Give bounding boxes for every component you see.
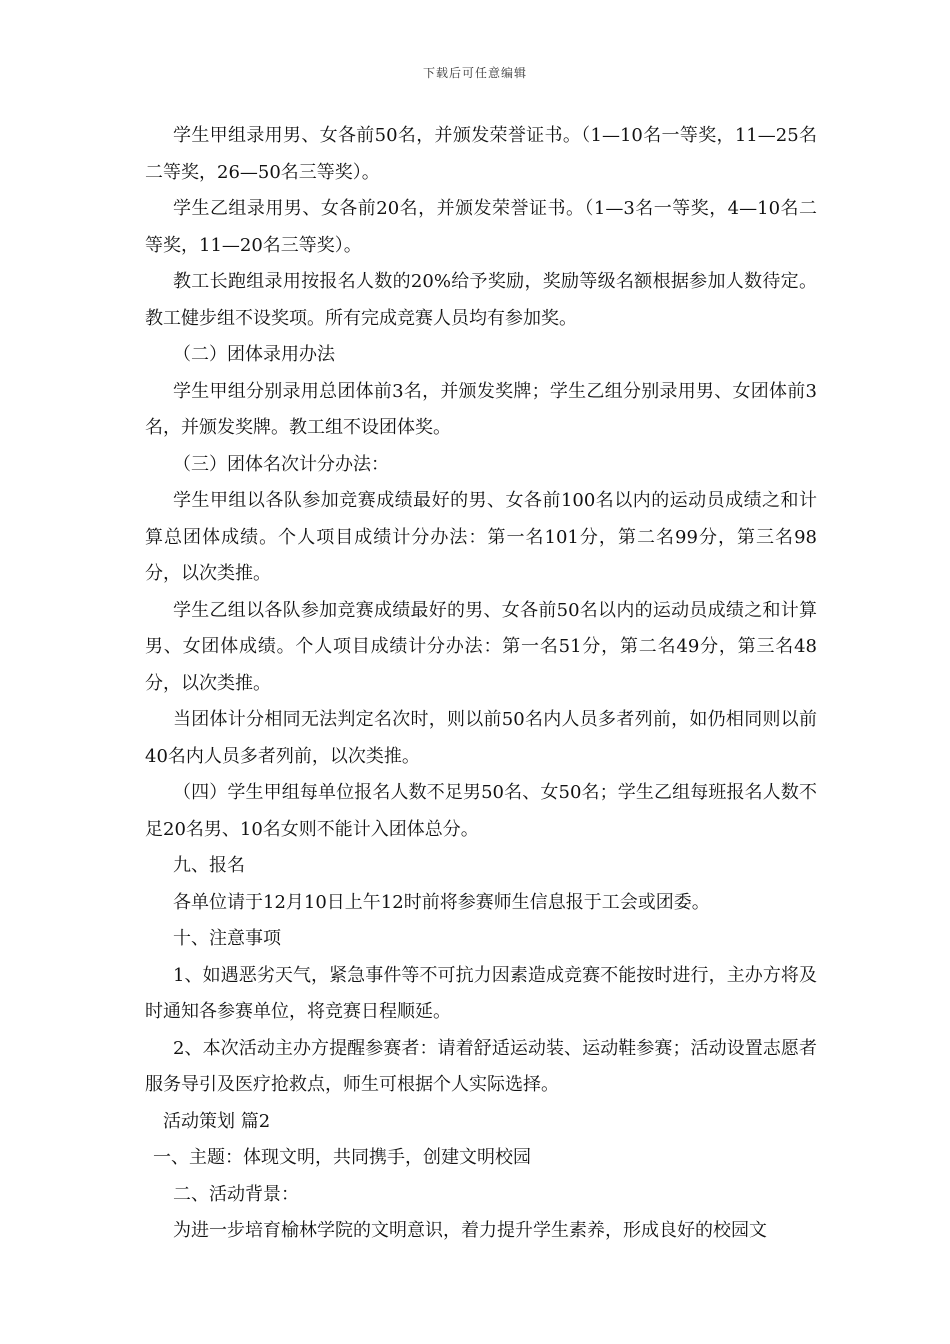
section-heading-background: 二、活动背景：: [173, 1183, 299, 1205]
paragraph-team-award: 学生甲组分别录用总团体前3名，并颁发奖牌；学生乙组分别录用男、女团体前3名，并颁发奖牌。教工组不设团体奖。: [145, 380, 817, 438]
page-header-note: 下载后可任意编辑: [422, 66, 527, 80]
paragraph-scoring-group-b: 学生乙组以各队参加竞赛成绩最好的男、女各前50名以内的运动员成绩之和计算男、女团体成绩。个人项目成绩计分办法：第一名51分，第二名49分，第三名48分，以次类推。: [145, 599, 817, 694]
paragraph-scoring-group-a: 学生甲组以各队参加竞赛成绩最好的男、女各前100名以内的运动员成绩之和计算总团体成绩。个人项目成绩计分办法：第一名101分，第二名99分，第三名98分，以次类推。: [145, 490, 817, 584]
paragraph-background: 为进一步培育榆林学院的文明意识，着力提升学生素养，形成良好的校园文: [173, 1220, 767, 1241]
section-heading-team-award: （二）团体录用办法: [173, 344, 335, 365]
paragraph-registration: 各单位请于12月10日上午12时前将参赛师生信息报于工会或团委。: [173, 891, 710, 913]
section-heading-registration: 九、报名: [173, 855, 245, 876]
section-title-plan-2: 活动策划 篇2: [163, 1110, 271, 1132]
section-heading-theme: 一、主题：体现文明，共同携手，创建文明校园: [153, 1147, 531, 1168]
paragraph-note-weather: 1、如遇恶劣天气，紧急事件等不可抗力因素造成竞赛不能按时进行，主办方将及时通知各参赛单位，将竞赛日程顺延。: [145, 964, 817, 1022]
paragraph-note-reminder: 2、本次活动主办方提醒参赛者：请着舒适运动装、运动鞋参赛；活动设置志愿者服务导引及医疗抢救点，师生可根据个人实际选择。: [145, 1037, 817, 1095]
paragraph-award-student-group-a: 学生甲组录用男、女各前50名，并颁发荣誉证书。（1—10名一等奖，11—25名二等奖，26—50名三等奖）。: [145, 125, 817, 183]
paragraph-award-staff: 教工长跑组录用按报名人数的20%给予奖励，奖励等级名额根据参加人数待定。教工健步组不设奖项。所有完成竞赛人员均有参加奖。: [145, 271, 817, 329]
paragraph-award-student-group-b: 学生乙组录用男、女各前20名，并颁发荣誉证书。（1—3名一等奖，4—10名二等奖，11—20名三等奖）。: [145, 198, 817, 256]
section-heading-team-scoring: （三）团体名次计分办法：: [173, 453, 389, 475]
paragraph-minimum-entries: （四）学生甲组每单位报名人数不足男50名、女50名；学生乙组每班报名人数不足20名男、10名女则不能计入团体总分。: [145, 782, 817, 840]
document-body: [145, 118, 817, 1250]
section-heading-notes: 十、注意事项: [173, 928, 281, 949]
paragraph-tie-break: 当团体计分相同无法判定名次时，则以前50名内人员多者列前，如仍相同则以前40名内人员多者列前，以次类推。: [145, 709, 817, 767]
